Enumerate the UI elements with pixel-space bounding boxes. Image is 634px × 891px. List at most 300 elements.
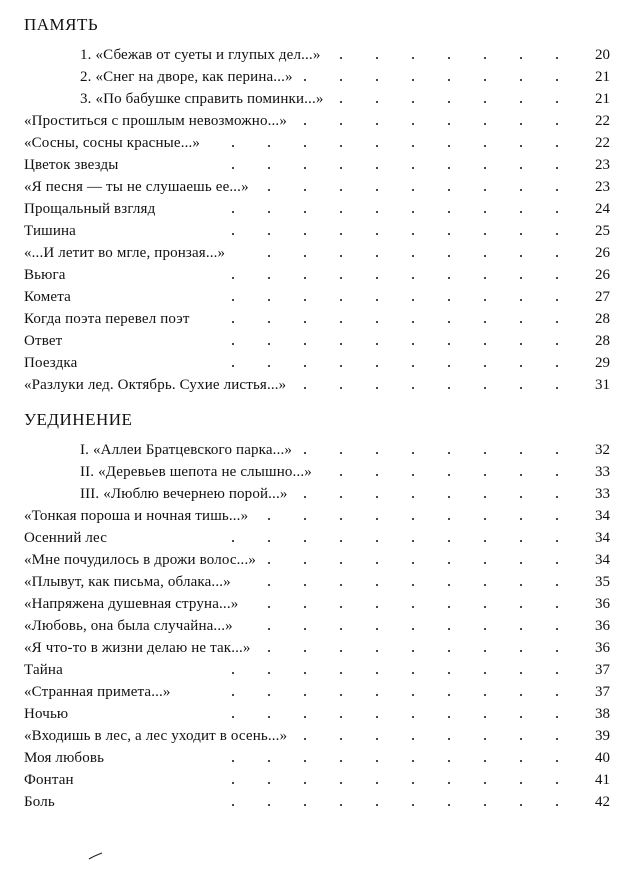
leader-dot	[448, 760, 450, 762]
leader-dot	[232, 716, 234, 718]
entry-page-number: 22	[595, 135, 610, 151]
leader-dot	[268, 716, 270, 718]
leader-dot	[484, 255, 486, 257]
toc-entry	[0, 659, 634, 681]
toc-entry	[0, 66, 634, 88]
leader-dot	[376, 760, 378, 762]
toc-entry	[0, 110, 634, 132]
entry-title: «Я песня — ты не слушаешь ее...»	[24, 179, 249, 195]
leader-dot	[484, 57, 486, 59]
toc-entry	[0, 505, 634, 527]
leader-dot	[268, 650, 270, 652]
leader-dot	[448, 804, 450, 806]
leader-dot	[484, 760, 486, 762]
leader-dot	[484, 299, 486, 301]
leader-dot	[340, 694, 342, 696]
leader-dot	[520, 628, 522, 630]
leader-dot	[376, 650, 378, 652]
entry-title: III. «Люблю вечернею порой...»	[80, 486, 288, 502]
leader-dot	[376, 738, 378, 740]
entry-title: 1. «Сбежав от суеты и глупых дел...»	[80, 47, 321, 63]
leader-dot	[376, 123, 378, 125]
entry-title: 3. «По бабушке справить поминки...»	[80, 91, 324, 107]
leader-dot	[340, 760, 342, 762]
leader-dot	[340, 387, 342, 389]
leader-dot	[340, 628, 342, 630]
leader-dot	[268, 299, 270, 301]
entry-page-number: 23	[595, 157, 610, 173]
leader-dot	[304, 211, 306, 213]
leader-dot	[556, 628, 558, 630]
leader-dot	[304, 167, 306, 169]
leader-dot	[340, 167, 342, 169]
leader-dot	[304, 738, 306, 740]
leader-dot	[232, 672, 234, 674]
leader-dot	[520, 299, 522, 301]
leader-dot	[556, 518, 558, 520]
leader-dot	[520, 365, 522, 367]
leader-dot	[412, 145, 414, 147]
leader-dot	[340, 299, 342, 301]
leader-dot	[484, 365, 486, 367]
entry-title: «Я что-то в жизни делаю не так...»	[24, 640, 251, 656]
leader-dot	[556, 782, 558, 784]
leader-dot	[484, 101, 486, 103]
entry-page-number: 33	[595, 464, 610, 480]
leader-dot	[448, 650, 450, 652]
leader-dot	[232, 540, 234, 542]
leader-dot	[232, 694, 234, 696]
leader-dot	[340, 650, 342, 652]
leader-dot	[376, 672, 378, 674]
leader-dot	[304, 584, 306, 586]
entry-page-number: 36	[595, 618, 610, 634]
leader-dot	[376, 57, 378, 59]
toc-entry	[0, 176, 634, 198]
leader-dot	[376, 277, 378, 279]
leader-dot	[304, 496, 306, 498]
toc-entry	[0, 242, 634, 264]
pen-mark-icon	[88, 852, 104, 860]
entry-page-number: 38	[595, 706, 610, 722]
leader-dot	[556, 496, 558, 498]
leader-dot	[376, 628, 378, 630]
leader-dot	[412, 123, 414, 125]
entry-page-number: 20	[595, 47, 610, 63]
leader-dot	[448, 79, 450, 81]
leader-dot	[448, 387, 450, 389]
leader-dot	[412, 452, 414, 454]
leader-dot	[448, 452, 450, 454]
leader-dot	[376, 606, 378, 608]
toc-entry	[0, 374, 634, 396]
leader-dot	[232, 321, 234, 323]
leader-dot	[556, 716, 558, 718]
leader-dot	[304, 452, 306, 454]
leader-dot	[304, 606, 306, 608]
leader-dot	[376, 496, 378, 498]
leader-dot	[268, 211, 270, 213]
leader-dot	[520, 211, 522, 213]
leader-dot	[484, 189, 486, 191]
leader-dot	[556, 57, 558, 59]
toc-entry	[0, 44, 634, 66]
leader-dot	[340, 782, 342, 784]
leader-dot	[412, 255, 414, 257]
leader-dot	[268, 518, 270, 520]
leader-dot	[448, 496, 450, 498]
leader-dot	[448, 365, 450, 367]
leader-dot	[556, 365, 558, 367]
leader-dot	[484, 518, 486, 520]
leader-dot	[304, 804, 306, 806]
entry-page-number: 28	[595, 333, 610, 349]
leader-dot	[268, 782, 270, 784]
leader-dot	[520, 694, 522, 696]
entry-title: «Любовь, она была случайна...»	[24, 618, 233, 634]
leader-dot	[556, 299, 558, 301]
leader-dot	[304, 79, 306, 81]
leader-dot	[268, 760, 270, 762]
leader-dot	[520, 123, 522, 125]
toc-entry	[0, 791, 634, 813]
leader-dot	[412, 189, 414, 191]
leader-dot	[412, 365, 414, 367]
entry-title: «Плывут, как письма, облака...»	[24, 574, 231, 590]
leader-dot	[556, 584, 558, 586]
toc-entry	[0, 527, 634, 549]
leader-dot	[484, 606, 486, 608]
leader-dot	[376, 299, 378, 301]
leader-dot	[520, 321, 522, 323]
leader-dot	[376, 782, 378, 784]
leader-dot	[448, 123, 450, 125]
toc-entry	[0, 461, 634, 483]
leader-dot	[484, 321, 486, 323]
entry-page-number: 35	[595, 574, 610, 590]
leader-dot	[304, 760, 306, 762]
entry-title: Когда поэта перевел поэт	[24, 311, 190, 327]
entry-page-number: 31	[595, 377, 610, 393]
leader-dot	[412, 716, 414, 718]
leader-dot	[304, 233, 306, 235]
leader-dot	[484, 79, 486, 81]
leader-dot	[232, 760, 234, 762]
leader-dot	[376, 79, 378, 81]
entry-title: «Мне почудилось в дрожи волос...»	[24, 552, 257, 568]
leader-dot	[340, 101, 342, 103]
leader-dot	[412, 606, 414, 608]
leader-dot	[268, 804, 270, 806]
leader-dot	[556, 562, 558, 564]
leader-dot	[268, 321, 270, 323]
leader-dot	[484, 167, 486, 169]
leader-dot	[448, 277, 450, 279]
leader-dot	[520, 167, 522, 169]
leader-dot	[484, 123, 486, 125]
leader-dot	[484, 233, 486, 235]
leader-dot	[232, 167, 234, 169]
leader-dot	[340, 804, 342, 806]
leader-dot	[340, 496, 342, 498]
leader-dot	[304, 365, 306, 367]
leader-dot	[484, 343, 486, 345]
leader-dot	[376, 716, 378, 718]
leader-dot	[412, 277, 414, 279]
entry-page-number: 34	[595, 552, 610, 568]
leader-dot	[232, 145, 234, 147]
entry-title: «Тонкая пороша и ночная тишь...»	[24, 508, 249, 524]
leader-dot	[412, 628, 414, 630]
leader-dot	[268, 189, 270, 191]
leader-dot	[556, 343, 558, 345]
leader-dot	[556, 123, 558, 125]
leader-dot	[376, 387, 378, 389]
leader-dot	[448, 628, 450, 630]
leader-dot	[448, 321, 450, 323]
leader-dot	[412, 672, 414, 674]
leader-dot	[340, 562, 342, 564]
toc-entry	[0, 220, 634, 242]
leader-dot	[484, 628, 486, 630]
toc-entry	[0, 747, 634, 769]
leader-dot	[340, 584, 342, 586]
leader-dot	[484, 804, 486, 806]
leader-dot	[268, 343, 270, 345]
leader-dot	[520, 233, 522, 235]
leader-dot	[304, 694, 306, 696]
entry-title: II. «Деревьев шепота не слышно...»	[80, 464, 312, 480]
leader-dot	[268, 562, 270, 564]
leader-dot	[556, 145, 558, 147]
leader-dot	[520, 452, 522, 454]
leader-dot	[520, 474, 522, 476]
leader-dot	[268, 145, 270, 147]
leader-dot	[340, 716, 342, 718]
leader-dot	[484, 145, 486, 147]
leader-dot	[520, 760, 522, 762]
leader-dot	[448, 145, 450, 147]
leader-dot	[412, 738, 414, 740]
entry-title: «Сосны, сосны красные...»	[24, 135, 201, 151]
entry-title: «Входишь в лес, а лес уходит в осень...»	[24, 728, 288, 744]
leader-dot	[376, 584, 378, 586]
leader-dot	[268, 365, 270, 367]
entry-page-number: 28	[595, 311, 610, 327]
leader-dot	[448, 782, 450, 784]
leader-dot	[556, 650, 558, 652]
leader-dot	[520, 672, 522, 674]
leader-dot	[304, 540, 306, 542]
leader-dot	[376, 804, 378, 806]
toc-entry	[0, 330, 634, 352]
leader-dot	[376, 211, 378, 213]
leader-dot	[520, 57, 522, 59]
section-title: УЕДИНЕНИЕ	[24, 410, 133, 429]
leader-dot	[412, 760, 414, 762]
leader-dot	[520, 782, 522, 784]
leader-dot	[412, 79, 414, 81]
leader-dot	[340, 672, 342, 674]
leader-dot	[340, 57, 342, 59]
toc-entry	[0, 549, 634, 571]
toc-entry	[0, 593, 634, 615]
leader-dot	[556, 452, 558, 454]
leader-dot	[448, 167, 450, 169]
entry-page-number: 36	[595, 596, 610, 612]
leader-dot	[340, 606, 342, 608]
leader-dot	[556, 540, 558, 542]
leader-dot	[304, 518, 306, 520]
leader-dot	[448, 474, 450, 476]
leader-dot	[520, 738, 522, 740]
leader-dot	[304, 123, 306, 125]
leader-dot	[376, 167, 378, 169]
leader-dot	[340, 123, 342, 125]
leader-dot	[376, 540, 378, 542]
toc-entry	[0, 352, 634, 374]
leader-dot	[340, 189, 342, 191]
leader-dot	[304, 277, 306, 279]
entry-page-number: 33	[595, 486, 610, 502]
leader-dot	[340, 343, 342, 345]
leader-dot	[484, 584, 486, 586]
toc-entry	[0, 88, 634, 110]
leader-dot	[448, 343, 450, 345]
leader-dot	[520, 145, 522, 147]
entry-title: «Странная примета...»	[24, 684, 171, 700]
leader-dot	[232, 277, 234, 279]
entry-page-number: 26	[595, 245, 610, 261]
toc-entry	[0, 308, 634, 330]
leader-dot	[268, 628, 270, 630]
leader-dot	[484, 452, 486, 454]
entry-title: Поездка	[24, 355, 78, 371]
leader-dot	[412, 584, 414, 586]
leader-dot	[376, 343, 378, 345]
entry-page-number: 22	[595, 113, 610, 129]
leader-dot	[520, 716, 522, 718]
leader-dot	[340, 540, 342, 542]
entry-title: Тайна	[24, 662, 63, 678]
leader-dot	[520, 255, 522, 257]
entry-title: Моя любовь	[24, 750, 105, 766]
leader-dot	[412, 343, 414, 345]
leader-dot	[232, 299, 234, 301]
leader-dot	[448, 540, 450, 542]
leader-dot	[484, 650, 486, 652]
leader-dot	[556, 189, 558, 191]
leader-dot	[448, 716, 450, 718]
entry-title: «Напряжена душевная струна...»	[24, 596, 239, 612]
entry-page-number: 42	[595, 794, 610, 810]
leader-dot	[340, 452, 342, 454]
leader-dot	[376, 255, 378, 257]
entry-title: Комета	[24, 289, 71, 305]
leader-dot	[448, 101, 450, 103]
leader-dot	[304, 782, 306, 784]
leader-dot	[520, 79, 522, 81]
leader-dot	[340, 211, 342, 213]
leader-dot	[340, 233, 342, 235]
leader-dot	[376, 233, 378, 235]
leader-dot	[376, 452, 378, 454]
leader-dot	[484, 782, 486, 784]
leader-dot	[556, 167, 558, 169]
entry-page-number: 27	[595, 289, 610, 305]
leader-dot	[232, 782, 234, 784]
leader-dot	[376, 694, 378, 696]
leader-dot	[376, 518, 378, 520]
leader-dot	[484, 540, 486, 542]
leader-dot	[268, 167, 270, 169]
leader-dot	[268, 540, 270, 542]
leader-dot	[484, 716, 486, 718]
leader-dot	[304, 299, 306, 301]
leader-dot	[412, 101, 414, 103]
toc-entry	[0, 154, 634, 176]
leader-dot	[520, 540, 522, 542]
leader-dot	[376, 145, 378, 147]
leader-dot	[520, 562, 522, 564]
leader-dot	[412, 804, 414, 806]
entry-title: Осенний лес	[24, 530, 108, 546]
leader-dot	[340, 518, 342, 520]
leader-dot	[412, 57, 414, 59]
entry-page-number: 36	[595, 640, 610, 656]
entry-page-number: 24	[595, 201, 610, 217]
entry-page-number: 39	[595, 728, 610, 744]
leader-dot	[484, 562, 486, 564]
leader-dot	[484, 277, 486, 279]
leader-dot	[520, 606, 522, 608]
entry-page-number: 37	[595, 662, 610, 678]
leader-dot	[304, 562, 306, 564]
entry-title: Фонтан	[24, 772, 74, 788]
leader-dot	[520, 277, 522, 279]
leader-dot	[304, 650, 306, 652]
leader-dot	[304, 716, 306, 718]
leader-dot	[304, 145, 306, 147]
leader-dot	[304, 255, 306, 257]
leader-dot	[520, 650, 522, 652]
entry-page-number: 40	[595, 750, 610, 766]
leader-dot	[268, 277, 270, 279]
leader-dot	[556, 79, 558, 81]
leader-dot	[232, 804, 234, 806]
leader-dot	[556, 211, 558, 213]
leader-dot	[304, 672, 306, 674]
leader-dot	[448, 562, 450, 564]
leader-dot	[448, 57, 450, 59]
leader-dot	[448, 694, 450, 696]
leader-dot	[556, 694, 558, 696]
leader-dot	[556, 804, 558, 806]
leader-dot	[556, 672, 558, 674]
entry-page-number: 21	[595, 69, 610, 85]
leader-dot	[268, 672, 270, 674]
leader-dot	[376, 101, 378, 103]
leader-dot	[412, 321, 414, 323]
toc-entry	[0, 637, 634, 659]
entry-title: 2. «Снег на дворе, как перина...»	[80, 69, 293, 85]
toc-entry	[0, 132, 634, 154]
entry-page-number: 21	[595, 91, 610, 107]
leader-dot	[556, 738, 558, 740]
leader-dot	[304, 628, 306, 630]
leader-dot	[232, 233, 234, 235]
toc-entry	[0, 439, 634, 461]
